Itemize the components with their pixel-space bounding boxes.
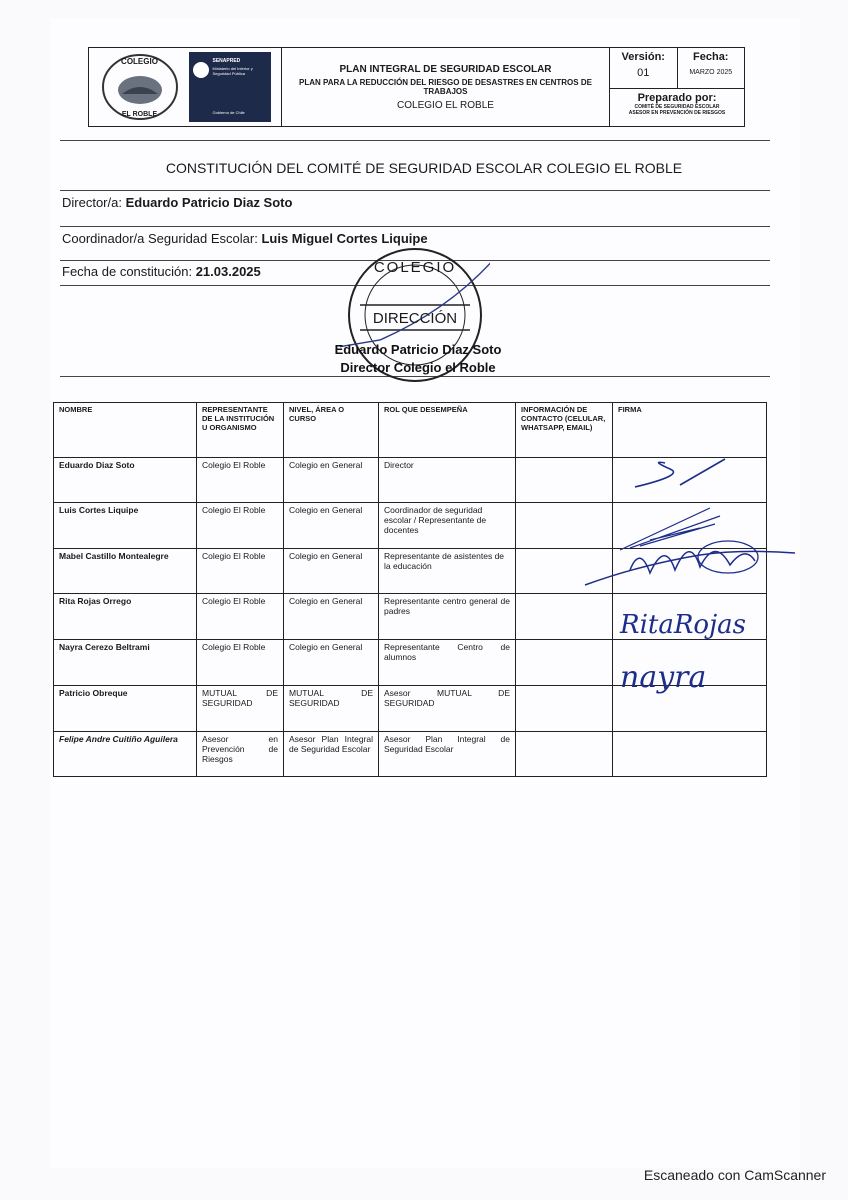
cell-level: Colegio en General xyxy=(284,594,379,640)
cell-rep: Colegio El Roble xyxy=(197,640,284,686)
cell-rep: MUTUAL DE SEGURIDAD xyxy=(197,686,284,732)
cell-name: Luis Cortes Liquipe xyxy=(54,503,197,549)
version-value: 01 xyxy=(637,67,650,79)
date-field xyxy=(62,264,261,279)
signature-rita-text: RitaRojas xyxy=(620,610,746,640)
government-logo xyxy=(189,52,271,122)
header-level: NIVEL, ÁREA O CURSO xyxy=(284,403,379,458)
prepared-line1: COMITÉ DE SEGURIDAD ESCOLAR xyxy=(634,104,720,110)
cell-signature xyxy=(613,732,767,777)
director-value: Eduardo Patricio Diaz Soto xyxy=(125,195,293,210)
cell-rep: Colegio El Roble xyxy=(197,503,284,549)
cell-role: Director xyxy=(379,458,516,503)
header-subtitle: PLAN PARA LA REDUCCIÓN DEL RIESGO DE DESASTRES EN CENTROS DE TRABAJOS xyxy=(299,77,592,96)
signature-mabel xyxy=(580,525,800,595)
stamp-top: COLEGIO xyxy=(373,259,457,276)
version-cell xyxy=(610,48,677,88)
signature-nayra-text: nayra xyxy=(620,660,707,695)
school-logo-text-top: COLEGIO xyxy=(121,57,158,66)
coordinator-value: Luis Miguel Cortes Liquipe xyxy=(261,231,428,246)
cell-level: Colegio en General xyxy=(284,640,379,686)
header-meta xyxy=(610,48,744,126)
cell-contact xyxy=(516,732,613,777)
date-field-value: 21.03.2025 xyxy=(195,264,261,279)
header-representative: REPRESENTANTE DE LA INSTITUCIÓN U ORGANISMO xyxy=(197,403,284,458)
prepared-line2: ASESOR EN PREVENCIÓN DE RIESGOS xyxy=(628,110,726,116)
cell-contact xyxy=(516,640,613,686)
prepared-cell xyxy=(610,89,744,116)
coordinator-field xyxy=(62,231,428,246)
version-label: Versión: xyxy=(621,51,665,63)
divider xyxy=(60,140,770,141)
date-cell xyxy=(677,48,745,88)
header-signature: FIRMA xyxy=(613,403,767,458)
cell-role: Representante centro general de padres xyxy=(379,594,516,640)
header-logos xyxy=(89,48,282,126)
cell-level: Colegio en General xyxy=(284,549,379,594)
cell-role: Asesor Plan Integral de Seguridad Escolar xyxy=(379,732,516,777)
header-center xyxy=(282,48,610,126)
document-title: CONSTITUCIÓN DEL COMITÉ DE SEGURIDAD ESCOLAR COLEGIO EL ROBLE xyxy=(165,160,683,176)
date-value: MARZO 2025 xyxy=(689,69,733,76)
divider xyxy=(60,226,770,227)
header-role: ROL QUE DESEMPEÑA xyxy=(379,403,516,458)
date-field-label: Fecha de constitución: xyxy=(62,264,196,279)
cell-level: Colegio en General xyxy=(284,458,379,503)
stamp-role: Director Colegio el Roble xyxy=(340,360,496,375)
cell-name: Rita Rojas Orrego xyxy=(54,594,197,640)
stamp-name: Eduardo Patricio Diaz Soto xyxy=(334,342,502,357)
director-field xyxy=(62,195,292,210)
cell-name: Nayra Cerezo Beltrami xyxy=(54,640,197,686)
cell-name: Mabel Castillo Montealegre xyxy=(54,549,197,594)
cell-role: Coordinador de seguridad escolar / Representante de docentes xyxy=(379,503,516,549)
cell-role: Representante Centro de alumnos xyxy=(379,640,516,686)
director-label: Director/a: xyxy=(62,195,126,210)
date-label: Fecha: xyxy=(693,51,729,63)
table-header-row xyxy=(54,403,767,458)
document-header xyxy=(88,47,745,127)
cell-role: Asesor MUTUAL DE SEGURIDAD xyxy=(379,686,516,732)
cell-rep: Asesor en Prevención de Riesgos xyxy=(197,732,284,777)
signature-director xyxy=(610,455,750,495)
cell-level: Asesor Plan Integral de Seguridad Escolar xyxy=(284,732,379,777)
coordinator-label: Coordinador/a Seguridad Escolar: xyxy=(62,231,262,246)
cell-rep: Colegio El Roble xyxy=(197,594,284,640)
stamp-middle: DIRECCIÓN xyxy=(372,310,458,327)
signature-rita xyxy=(618,605,748,645)
gov-logo-line3: Gobierno de Chile xyxy=(212,110,245,115)
gov-logo-line1: SENAPRED xyxy=(212,58,241,64)
cell-contact xyxy=(516,458,613,503)
header-title: PLAN INTEGRAL DE SEGURIDAD ESCOLAR xyxy=(339,63,552,75)
cell-name: Felipe Andre Cuitiño Aguilera xyxy=(54,732,197,777)
cell-rep: Colegio El Roble xyxy=(197,549,284,594)
table-row xyxy=(54,732,767,777)
header-contact: INFORMACIÓN DE CONTACTO (CELULAR, WHATSAPP, EMAIL) xyxy=(516,403,613,458)
cell-level: MUTUAL DE SEGURIDAD xyxy=(284,686,379,732)
prepared-label: Preparado por: xyxy=(637,92,717,104)
cell-rep: Colegio El Roble xyxy=(197,458,284,503)
scanner-watermark: Escaneado con CamScanner xyxy=(643,1167,826,1183)
gov-logo-line2: Ministerio del Interior y Seguridad Pública xyxy=(212,66,253,76)
cell-level: Colegio en General xyxy=(284,503,379,549)
header-name: NOMBRE xyxy=(54,403,197,458)
cell-contact xyxy=(516,686,613,732)
cell-name: Eduardo Diaz Soto xyxy=(54,458,197,503)
header-school: COLEGIO EL ROBLE xyxy=(397,99,494,111)
cell-name: Patricio Obreque xyxy=(54,686,197,732)
school-logo-text-bottom: EL ROBLE xyxy=(121,111,158,118)
school-logo xyxy=(100,52,180,122)
cell-contact xyxy=(516,594,613,640)
signature-nayra xyxy=(618,655,728,703)
cell-role: Representante de asistentes de la educación xyxy=(379,549,516,594)
divider xyxy=(60,190,770,191)
